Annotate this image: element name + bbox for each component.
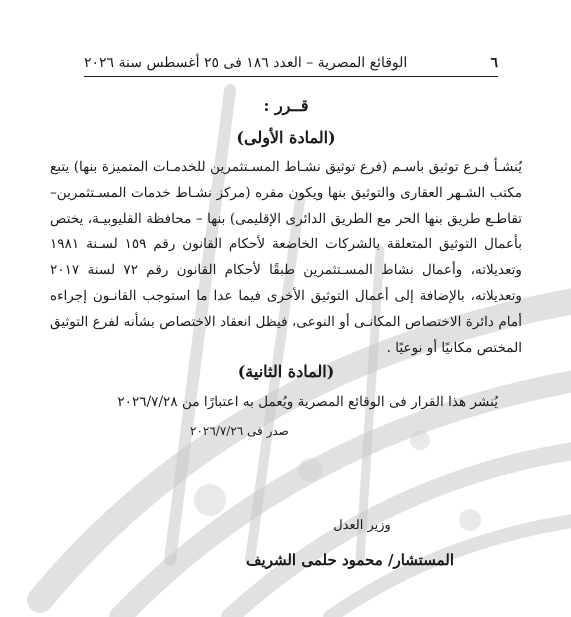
page-header (84, 50, 498, 77)
publication-title: الوقائع المصرية – العدد ١٨٦ فى ٢٥ أغسطس سنة ٢٠٢٦ (84, 55, 408, 71)
page-number: ٦ (490, 55, 498, 71)
minister-title: وزير العدل (333, 518, 391, 533)
article-2-title: (المادة الثانية) (237, 362, 335, 382)
article-2-text: يُنشر هذا القرار فى الوقائع المصرية ويُعمل به اعتبارًا من ٢٠٢٦/٧/٢٨ (117, 394, 498, 411)
article-1-text: يُنشـأ فـرع توثيق باسـم (فرع توثيق نشـاط المسـتثمرين للخدمـات المتميزة بنها) يتبع مكتب الشـهر العقارى والتوثيق بنها ويكون مقره (مركز نشـاط خدمات المسـتثمرين– تقاطـع طريق بنها الحر مع الطريق الدائرى الإقليمى) بنها – محافظة القليوبيـة، يختص بأعمال التوثيق المتعلقة بالشركات الخاضعة لأحكام القانون رقم ١٥٩ لسـنة ١٩٨١ وتعديلاته، وأعمال نشاط المسـتثمرين طبقًا لأحكام القانون رقم ٧٢ لسنة ٢٠١٧ وتعديلاته، بالإضافة إلى أعمال التوثيق الأخرى فيما عدا ما استوجب القانـون إجراءه أمام دائرة الاختصاص المكانـى أو النوعى، فيظل انعقاد الاختصاص بشأنه لفرع التوثيق المختص مكانيًا أو نوعيًا . (50, 159, 522, 356)
decree-heading: قــرر : (263, 96, 309, 115)
decree-body (50, 95, 522, 441)
issued-date: صدر فى ٢٠٢٦/٧/٢٦ (190, 424, 289, 439)
minister-name: المستشار/ محمود حلمى الشريف (246, 551, 454, 569)
article-1-title: (المادة الأولى) (236, 128, 336, 147)
